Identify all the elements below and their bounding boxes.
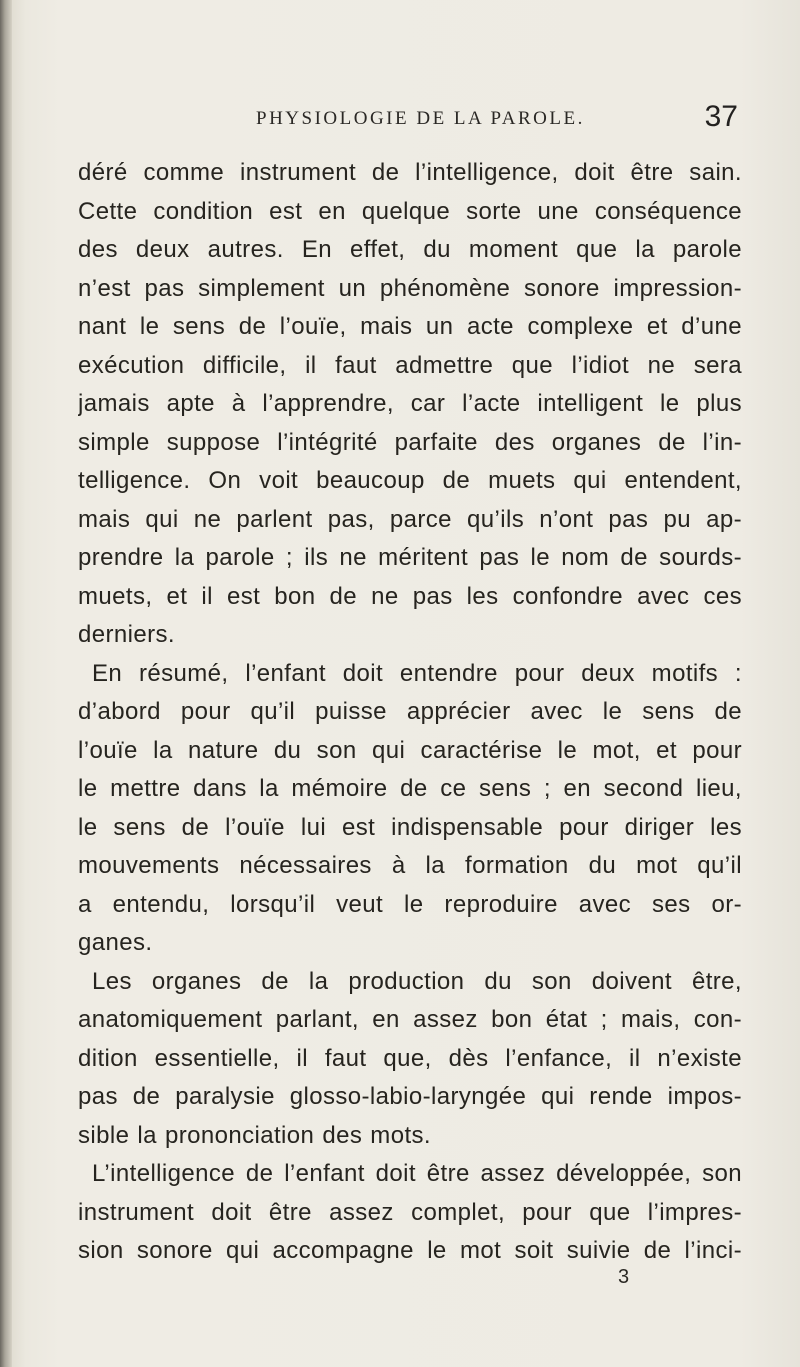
text-line: des deux autres. En effet, du moment que la parole (78, 236, 742, 263)
page-spine-edge (0, 0, 12, 1367)
text-line: nant le sens de l’ouïe, mais un acte complexe et d’une (78, 313, 742, 340)
text-line: d’abord pour qu’il puisse apprécier avec le sens de (78, 698, 742, 725)
text-line: l’ouïe la nature du son qui caractérise le mot, et pour (78, 736, 742, 764)
text-line: dition essentielle, il faut que, dès l’enfance, il n’existe (78, 1044, 742, 1072)
text-line: L’intelligence de l’enfant doit être assez développée, son (92, 1160, 742, 1187)
running-title: PHYSIOLOGIE DE LA PAROLE. (256, 108, 585, 129)
signature-mark: 3 (618, 1266, 630, 1288)
text-line: le mettre dans la mémoire de ce sens ; en second lieu, (78, 775, 742, 802)
text-line: sible la prononciation des mots. (78, 1121, 431, 1149)
text-line: instrument doit être assez complet, pour que l’impres- (78, 1198, 742, 1226)
text-line: telligence. On voit beaucoup de muets qui entendent, (78, 467, 742, 494)
text-line: ganes. (78, 929, 153, 956)
text-line: derniers. (78, 621, 175, 648)
text-line: muets, et il est bon de ne pas les confondre avec ces (78, 582, 742, 610)
page-number: 37 (704, 100, 738, 133)
text-line: simple suppose l’intégrité parfaite des organes de l’in- (78, 428, 742, 456)
text-line: prendre la parole ; ils ne méritent pas le nom de sourds- (78, 544, 742, 571)
text-line: sion sonore qui accompagne le mot soit suivie de l’inci- (78, 1237, 742, 1264)
text-line: exécution difficile, il faut admettre que l’idiot ne sera (78, 351, 742, 379)
text-line: a entendu, lorsqu’il veut le reproduire avec ses or- (78, 890, 742, 918)
text-line: Cette condition est en quelque sorte une conséquence (78, 197, 742, 225)
text-line: anatomiquement parlant, en assez bon état ; mais, con- (78, 1006, 742, 1033)
text-line: le sens de l’ouïe lui est indispensable pour diriger les (78, 813, 742, 841)
text-line: mais qui ne parlent pas, parce qu’ils n’ont pas pu ap- (78, 505, 742, 533)
text-line: pas de paralysie glosso-labio-laryngée qui rende impos- (78, 1083, 742, 1110)
running-head (78, 100, 740, 144)
text-line: En résumé, l’enfant doit entendre pour deux motifs : (92, 659, 742, 687)
text-line: Les organes de la production du son doivent être, (92, 967, 742, 995)
text-line: n’est pas simplement un phénomène sonore impression- (78, 274, 742, 302)
text-line: jamais apte à l’apprendre, car l’acte intelligent le plus (78, 390, 742, 417)
body-text (78, 154, 742, 1271)
text-line: mouvements nécessaires à la formation du mot qu’il (78, 852, 742, 879)
text-line: déré comme instrument de l’intelligence, doit être sain. (78, 159, 742, 186)
